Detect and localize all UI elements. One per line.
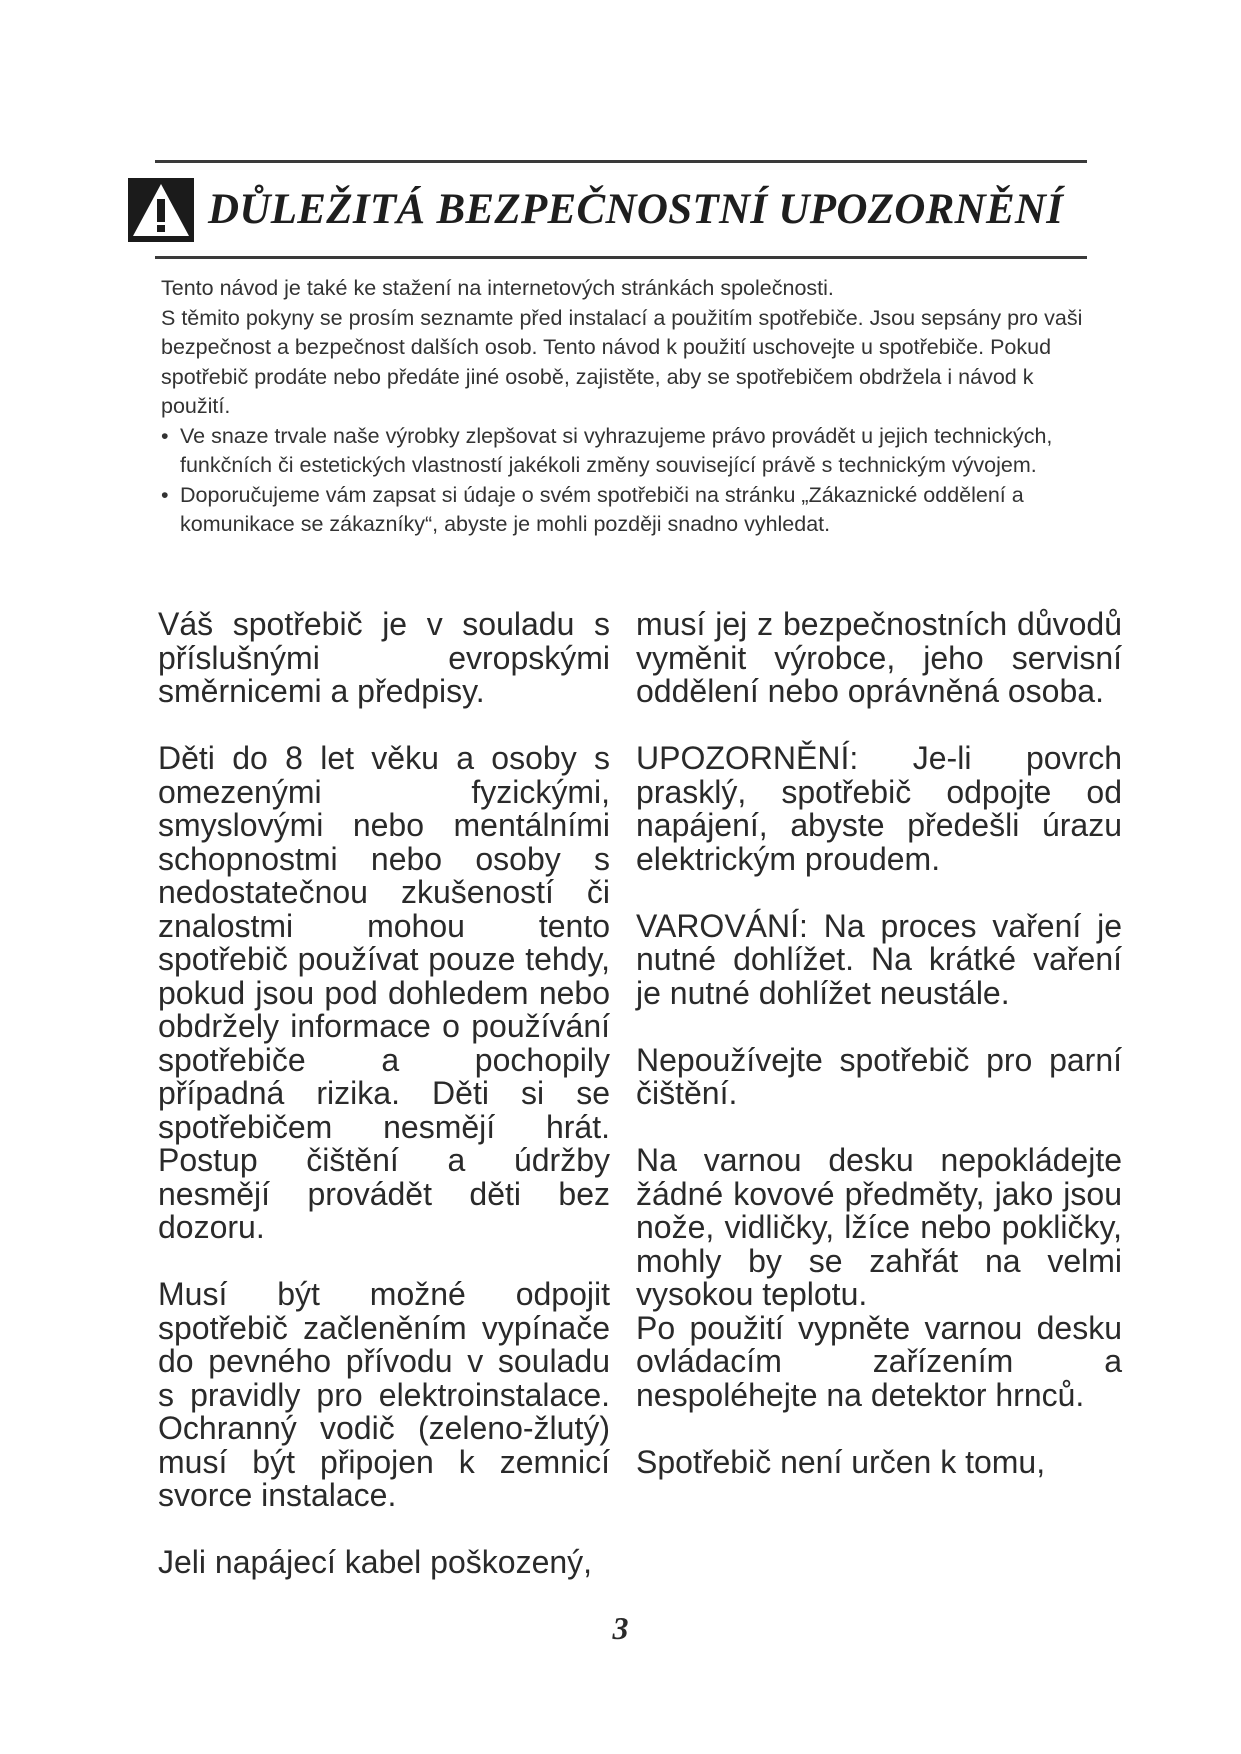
intro-bullet [161,422,1101,481]
intro-bullet [161,481,1101,540]
bullet-text: Doporučujeme vám zapsat si údaje o svém spotřebiči na stránku „Zákaznické oddělení a komunikace se zákazníky“, abyste je mohli později snadno vyhledat. [180,482,1024,536]
warning-triangle-icon [128,178,194,242]
section-header [128,178,1098,244]
right-paragraph: Po použití vypněte varnou desku ovládacím zařízením a nespoléhejte na detektor hrnců. [636,1309,1122,1413]
right-paragraph: VAROVÁNÍ: Na proces vaření je nutné dohlížet. Na krátké vaření je nutné dohlížet neustále. [636,907,1122,1011]
bullet-text: Ve snaze trvale naše výrobky zlepšovat si vyhrazujeme právo provádět u jejich technických, funkčních či estetických vlastností jakékoli změny související právě s technickým vývojem. [180,423,1053,477]
left-paragraph: Jeli napájecí kabel poškozený, [158,1544,593,1580]
left-column [158,608,610,1580]
intro-paragraph: S těmito pokyny se prosím seznamte před instalací a použitím spotřebiče. Jsou sepsány pro vaši bezpečnost a bezpečnost dalších osob. Tento návod k použití uschovejte u spotřebiče. Pokud spotřebič prodáte nebo předáte jiné osobě, zajistěte, aby se spotřebičem obdržela i návod k použití. [161,305,1083,418]
right-paragraph: musí jej z bezpečnostních důvodů vyměnit výrobce, jeho servisní oddělení nebo oprávněná osoba. [636,606,1122,709]
bullet-symbol: • [161,482,169,507]
left-paragraph: Musí být možné odpojit spotřebič začleněním vypínače do pevného přívodu v souladu s pravidly pro elektroinstalace. Ochranný vodič (zeleno-žlutý) musí být připojen k zemnicí svorce instalace. [158,1276,610,1513]
intro-paragraph: Tento návod je také ke stažení na internetových stránkách společnosti. [161,276,834,300]
left-paragraph: Váš spotřebič je v souladu s příslušnými evropskými směrnicemi a předpisy. [158,606,610,709]
right-paragraph: Spotřebič není určen k tomu, [636,1443,1046,1480]
intro-block [161,274,1101,540]
page-title: DŮLEŽITÁ BEZPEČNOSTNÍ UPOZORNĚNÍ [208,186,1064,233]
right-paragraph: Nepoužívejte spotřebič pro parní čištění. [636,1041,1122,1111]
bullet-symbol: • [161,423,169,448]
right-column [636,608,1122,1479]
right-paragraph: UPOZORNĚNÍ: Je-li povrch prasklý, spotřebič odpojte od napájení, abyste předešli úrazu elektrickým proudem. [636,740,1122,877]
bottom-rule [155,256,1087,259]
top-rule [155,160,1087,163]
page-number: 3 [612,1610,629,1646]
left-paragraph: Děti do 8 let věku a osoby s omezenými fyzickými, smyslovými nebo mentálními schopnostmi nebo osoby s nedostatečnou zkušeností či znalostmi mohou tento spotřebič používat pouze tehdy, pokud jsou pod dohledem nebo obdržely informace o používání spotřebiče a pochopily případná rizika. Děti si se spotřebičem nesmějí hrát. Postup čištění a údržby nesmějí provádět děti bez dozoru. [158,740,610,1245]
right-paragraph: Na varnou desku nepokládejte žádné kovové předměty, jako jsou nože, vidličky, lžíce nebo pokličky, mohly by se zahřát na velmi vysokou teplotu. [636,1142,1122,1312]
